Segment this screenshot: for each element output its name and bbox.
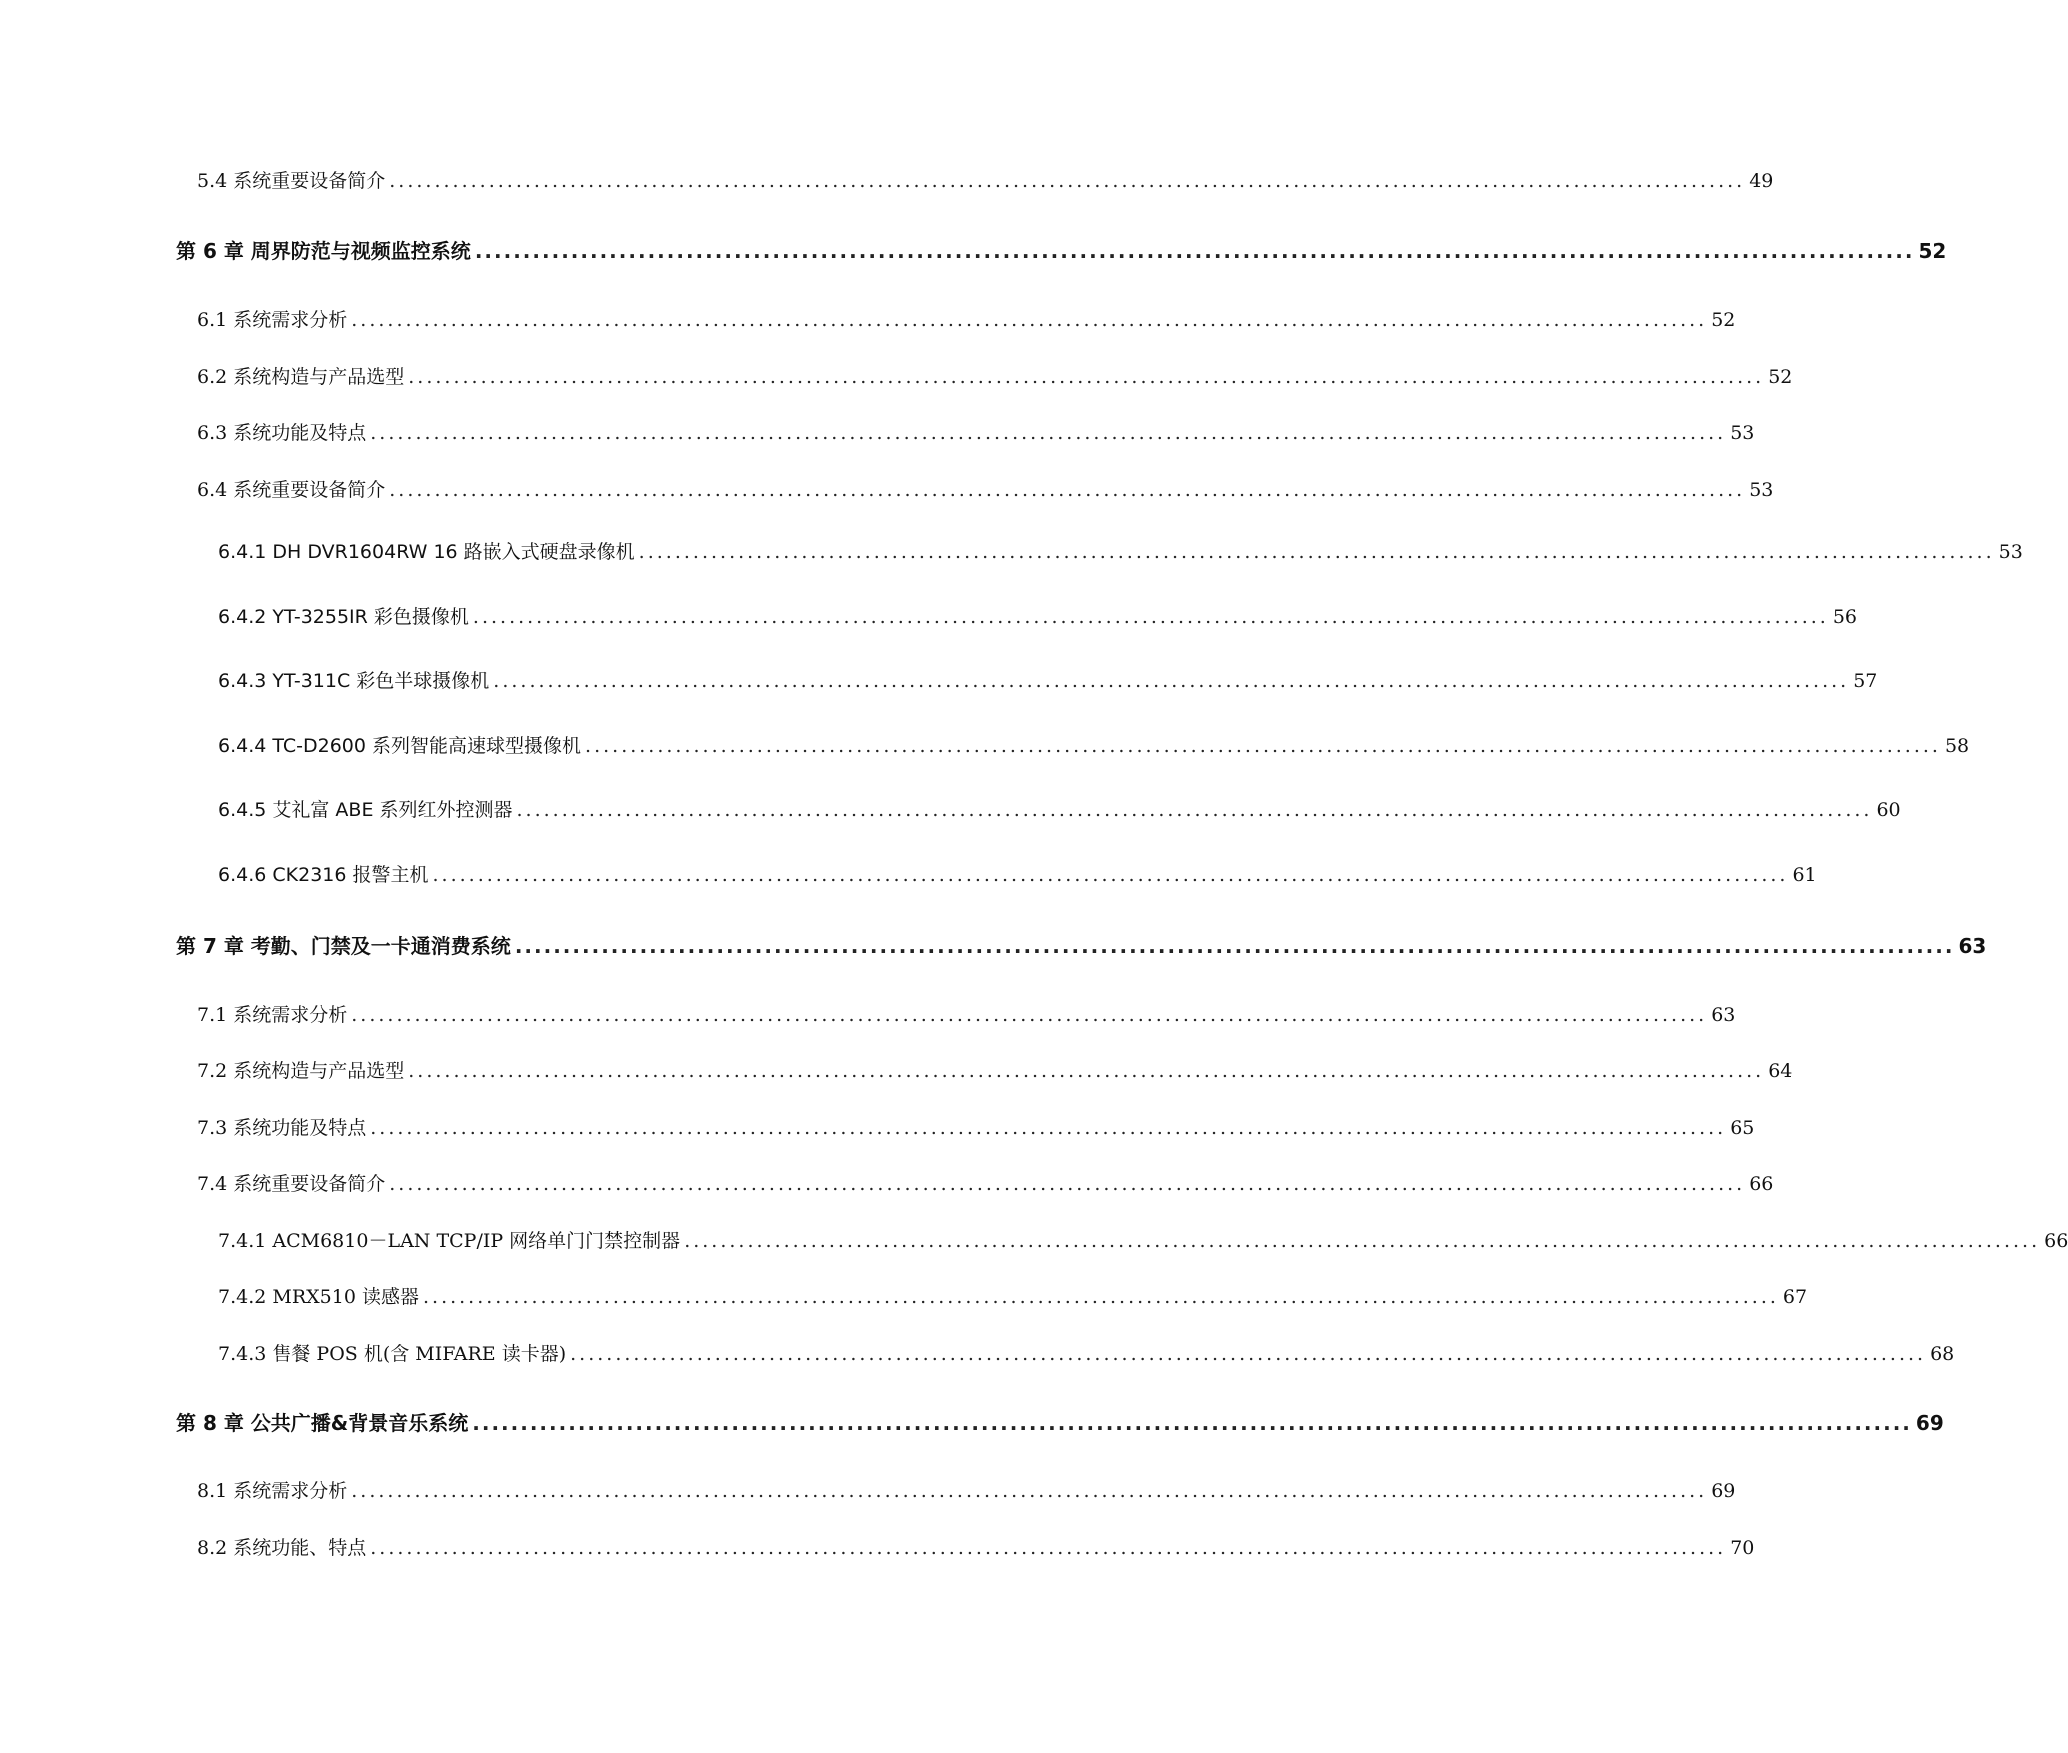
toc-subentry[interactable] <box>218 602 1858 629</box>
toc-entry[interactable] <box>197 362 1793 389</box>
toc-dot-leader: ...................................................................................................................................................... <box>351 309 1708 331</box>
toc-dot-leader: ...................................................................................................................................................... <box>638 541 1995 563</box>
toc-entry-page: 65 <box>1730 1117 1755 1139</box>
toc-entry-page: 68 <box>1930 1343 1955 1365</box>
toc-entry-title: 7.4.1 ACM6810－LAN TCP/IP 网络单门门禁控制器 <box>218 1230 681 1252</box>
toc-entry-title: 8.2 系统功能、特点 <box>197 1537 367 1559</box>
toc-entry-page: 64 <box>1768 1060 1793 1082</box>
toc-entry-title: 6.4.6 CK2316 报警主机 <box>218 864 429 886</box>
toc-entry[interactable] <box>197 1113 1755 1140</box>
toc-entry-page: 67 <box>1782 1286 1808 1308</box>
toc-entry-title: 第 6 章 周界防范与视频监控系统 <box>176 239 471 263</box>
toc-entry[interactable] <box>197 1056 1793 1083</box>
toc-entry-title: 6.3 系统功能及特点 <box>197 422 367 444</box>
toc-entry[interactable] <box>197 1169 1774 1196</box>
toc-dot-leader: ...................................................................................................................................................... <box>474 239 1915 263</box>
toc-dot-leader: ...................................................................................................................................................... <box>585 735 1941 757</box>
toc-entry-page: 52 <box>1918 239 1947 263</box>
toc-entry-title: 8.1 系统需求分析 <box>197 1480 348 1502</box>
toc-dot-leader: ...................................................................................................................................................... <box>432 864 1789 886</box>
toc-entry-title: 6.4.1 DH DVR1604RW 16 路嵌入式硬盘录像机 <box>218 541 635 563</box>
toc-dot-leader: ...................................................................................................................................................... <box>408 366 1765 388</box>
toc-entry-page: 49 <box>1749 170 1774 192</box>
toc-entry[interactable] <box>197 1000 1736 1027</box>
toc-dot-leader: ...................................................................................................................................................... <box>516 799 1873 821</box>
toc-entry-page: 60 <box>1876 799 1901 821</box>
toc-entry-title: 7.2 系统构造与产品选型 <box>197 1060 405 1082</box>
toc-subentry[interactable] <box>218 860 1817 887</box>
toc-entry-page: 56 <box>1832 606 1858 628</box>
toc-entry-page: 69 <box>1915 1411 1944 1435</box>
toc-dot-leader: ...................................................................................................................................................... <box>493 670 1850 692</box>
toc-subentry[interactable] <box>218 1282 1808 1309</box>
toc-entry-page: 53 <box>1998 541 2023 563</box>
toc-entry-title: 6.4.4 TC-D2600 系列智能高速球型摄像机 <box>218 735 582 757</box>
toc-subentry[interactable] <box>218 731 1970 758</box>
toc-dot-leader: ...................................................................................................................................................... <box>422 1286 1779 1308</box>
toc-dot-leader: ...................................................................................................................................................... <box>370 1117 1727 1139</box>
toc-entry-title: 7.1 系统需求分析 <box>197 1004 348 1026</box>
toc-entry-page: 52 <box>1768 366 1793 388</box>
toc-dot-leader: ...................................................................................................................................................... <box>472 1411 1912 1435</box>
toc-entry-title: 6.4 系统重要设备简介 <box>197 479 386 501</box>
toc-subentry[interactable] <box>218 1226 2068 1253</box>
toc-entry-title: 7.3 系统功能及特点 <box>197 1117 367 1139</box>
toc-entry-page: 70 <box>1730 1537 1755 1559</box>
toc-dot-leader: ...................................................................................................................................................... <box>351 1004 1708 1026</box>
toc-dot-leader: ...................................................................................................................................................... <box>389 170 1746 192</box>
toc-chapter-entry[interactable] <box>176 235 1947 264</box>
toc-subentry[interactable] <box>218 1339 1955 1366</box>
toc-dot-leader: ...................................................................................................................................................... <box>408 1060 1765 1082</box>
toc-entry-title: 5.4 系统重要设备简介 <box>197 170 386 192</box>
toc-entry-page: 58 <box>1944 735 1970 757</box>
toc-entry-page: 63 <box>1711 1004 1736 1026</box>
toc-dot-leader: ...................................................................................................................................................... <box>570 1343 1927 1365</box>
toc-entry[interactable] <box>197 1533 1755 1560</box>
toc-entry-page: 61 <box>1792 864 1817 886</box>
toc-subentry[interactable] <box>218 537 2023 564</box>
toc-entry-page: 69 <box>1711 1480 1736 1502</box>
toc-entry-page: 52 <box>1711 309 1736 331</box>
toc-dot-leader: ...................................................................................................................................................... <box>351 1480 1708 1502</box>
toc-subentry[interactable] <box>218 666 1878 693</box>
toc-entry-page: 63 <box>1958 934 1987 958</box>
toc-entry-title: 6.4.2 YT-3255IR 彩色摄像机 <box>218 606 469 628</box>
toc-chapter-entry[interactable] <box>176 930 1987 959</box>
toc-entry-title: 6.2 系统构造与产品选型 <box>197 366 405 388</box>
toc-dot-leader: ...................................................................................................................................................... <box>514 934 1955 958</box>
toc-dot-leader: ...................................................................................................................................................... <box>389 1173 1746 1195</box>
toc-entry-title: 6.1 系统需求分析 <box>197 309 348 331</box>
toc-subentry[interactable] <box>218 795 1901 822</box>
toc-entry-page: 53 <box>1730 422 1755 444</box>
toc-entry[interactable] <box>197 166 1774 193</box>
toc-dot-leader: ...................................................................................................................................................... <box>370 422 1727 444</box>
toc-dot-leader: ...................................................................................................................................................... <box>684 1230 2041 1252</box>
toc-entry-title: 第 7 章 考勤、门禁及一卡通消费系统 <box>176 934 511 958</box>
toc-entry-page: 53 <box>1749 479 1774 501</box>
toc-entry-title: 6.4.3 YT-311C 彩色半球摄像机 <box>218 670 490 692</box>
toc-entry-page: 57 <box>1853 670 1878 692</box>
toc-entry-title: 7.4.3 售餐 POS 机(含 MIFARE 读卡器) <box>218 1343 567 1365</box>
toc-dot-leader: ...................................................................................................................................................... <box>472 606 1829 628</box>
toc-entry-title: 7.4 系统重要设备简介 <box>197 1173 386 1195</box>
toc-dot-leader: ...................................................................................................................................................... <box>389 479 1746 501</box>
toc-dot-leader: ...................................................................................................................................................... <box>370 1537 1727 1559</box>
toc-entry[interactable] <box>197 1476 1736 1503</box>
toc-entry-page: 66 <box>1749 1173 1774 1195</box>
toc-entry[interactable] <box>197 305 1736 332</box>
toc-entry-page: 66 <box>2044 1230 2068 1252</box>
toc-entry-title: 第 8 章 公共广播&背景音乐系统 <box>176 1411 469 1435</box>
toc-entry-title: 7.4.2 MRX510 读感器 <box>218 1286 419 1308</box>
toc-chapter-entry[interactable] <box>176 1407 1944 1436</box>
toc-entry[interactable] <box>197 475 1774 502</box>
toc-entry[interactable] <box>197 418 1755 445</box>
toc-entry-title: 6.4.5 艾礼富 ABE 系列红外控测器 <box>218 799 513 821</box>
